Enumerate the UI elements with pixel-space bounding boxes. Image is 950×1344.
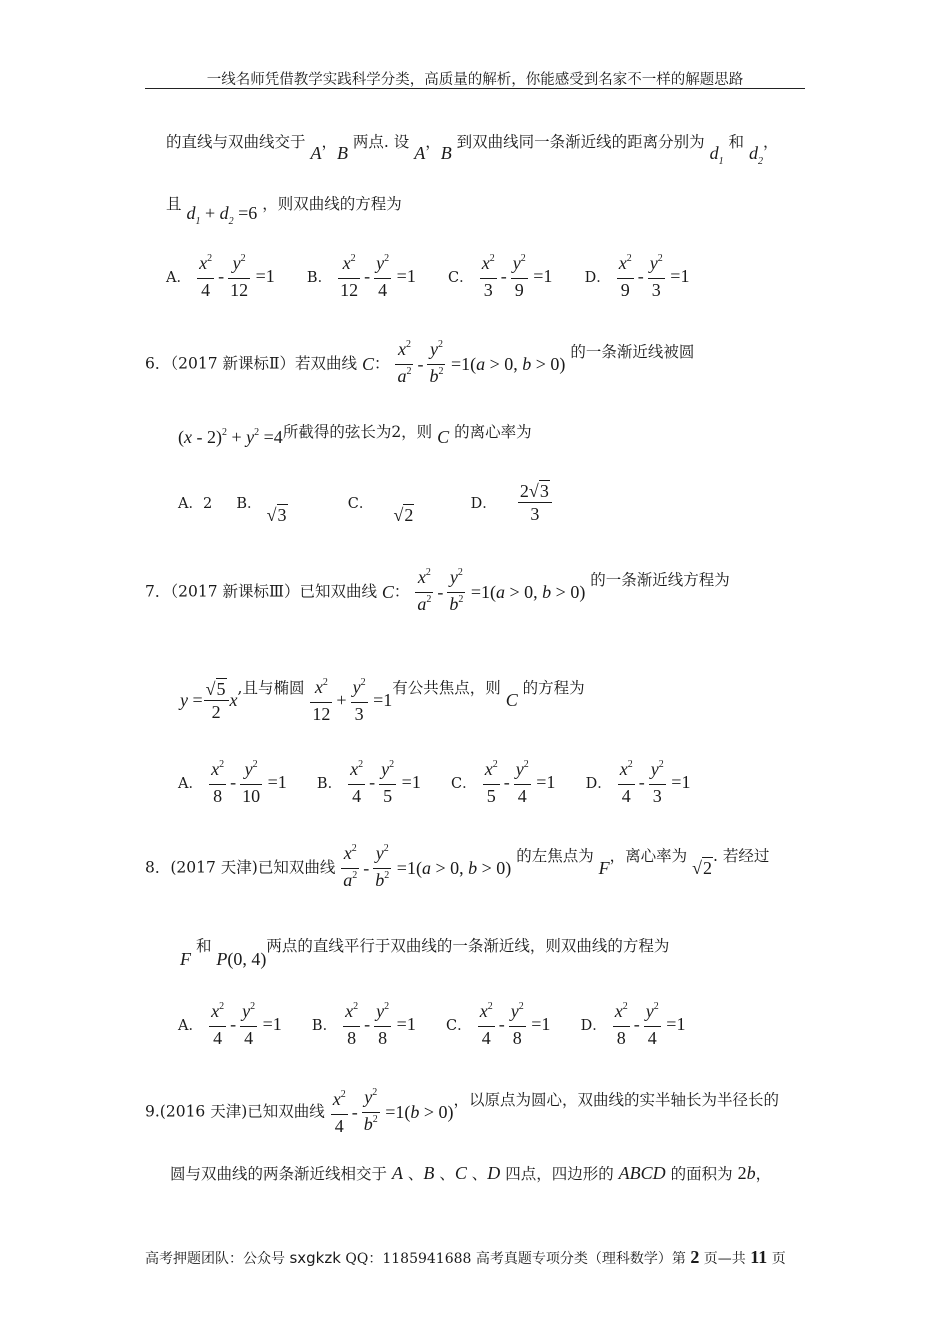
footer-team: 高考押题团队：公众号 — [145, 1251, 285, 1267]
footer-qq: 1185941688 — [382, 1251, 472, 1267]
q6-text: 的离心率为 — [454, 423, 532, 441]
q7-text: 有公共焦点，则 — [392, 678, 501, 697]
q9-text: 四点，四边形的 — [505, 1165, 614, 1183]
q5-options — [166, 252, 689, 301]
q9-source: (2016 天津) — [159, 1102, 248, 1121]
q7-number: 7． — [145, 582, 171, 601]
q5-option-b[interactable]: B． $\frac{x^2}{12}$ - $\frac{y^2}{4}$ =1 — [306, 253, 416, 300]
q7-option-d[interactable]: D． $\frac{x^2}{4}$ - $\frac{y^2}{3}$ =1 — [585, 759, 691, 806]
q7-line-1: 7．（2017 新课标Ⅲ）已知双曲线 C： $\frac{x^2}{a^2}$ - $\frac{y^2}{b^2}$ =1(a > 0, b > 0) 的一条渐近线方程为 — [145, 567, 730, 614]
q9-line-1: 9.(2016 天津)已知双曲线 $\frac{x^2}{4}$ - $\frac{y^2}{b^2}$ =1(b > 0)，以原点为圆心，双曲线的实半轴长为半径长的 — [145, 1087, 780, 1136]
q9-line-2: 圆与双曲线的两条渐近线相交于 A 、B 、C 、D 四点，四边形的 ABCD 的面积为 2b， — [170, 1163, 772, 1183]
q7-option-c[interactable]: C． $\frac{x^2}{5}$ - $\frac{y^2}{4}$ =1 — [451, 759, 556, 806]
q5-text: 和 — [728, 133, 745, 151]
q6-option-c[interactable]: C． √2 — [347, 496, 414, 525]
page-header: 一线名师凭借教学实践科学分类，高质量的解析，你能感受到名家不一样的解题思路 — [206, 72, 744, 88]
q6-text: 若双曲线 — [295, 354, 358, 373]
q8-number: 8． — [145, 858, 171, 877]
q5-text: 且 — [166, 195, 182, 213]
q6-line-1: 6．（2017 新课标Ⅱ）若双曲线 C： $\frac{x^2}{a^2}$ - $\frac{y^2}{b^2}$ =1(a > 0, b > 0) 的一条渐近线被圆 — [145, 339, 695, 386]
footer-end: 页 — [771, 1251, 786, 1267]
q7-line-2: y = $\frac{√5}{2}$ x,且与椭圆 $\frac{x^2}{12}$ + $\frac{y^2}{3}$ =1有公共焦点，则 C 的方程为 — [180, 677, 585, 724]
q8-option-c[interactable]: C． $\frac{x^2}{4}$ - $\frac{y^2}{8}$ =1 — [446, 1001, 551, 1048]
q6-option-d[interactable]: D． $\frac{2√3}{3}$ — [471, 492, 553, 511]
q9-text: 已知双曲线 — [247, 1102, 325, 1121]
q8-option-b[interactable]: B． $\frac{x^2}{8}$ - $\frac{y^2}{8}$ =1 — [311, 1001, 416, 1048]
q7-text: 已知双曲线 — [299, 582, 377, 601]
q5-text: ，则双曲线的方程为 — [262, 195, 402, 213]
footer-title: 高考真题专项分类（理科数学）第 — [475, 1251, 686, 1267]
q8-text: 和 — [195, 937, 212, 955]
footer-mid: 页—共 — [703, 1251, 746, 1267]
page-footer — [145, 1247, 786, 1268]
q8-text: . 若经过 — [713, 846, 770, 865]
q7-option-a[interactable]: A． $\frac{x^2}{8}$ - $\frac{y^2}{10}$ =1 — [178, 759, 287, 806]
q8-text: 已知双曲线 — [257, 858, 336, 877]
q8-text: ，离心率为 — [609, 846, 688, 865]
q8-option-d[interactable]: D． $\frac{x^2}{8}$ - $\frac{y^2}{4}$ =1 — [580, 1001, 686, 1048]
footer-account: sxgkzk — [289, 1249, 341, 1267]
q9-text: 的面积为 — [670, 1165, 733, 1183]
q5-option-a[interactable]: A． $\frac{x^2}{4}$ - $\frac{y^2}{12}$ =1 — [166, 253, 275, 300]
q5-option-d[interactable]: D． $\frac{x^2}{9}$ - $\frac{y^2}{3}$ =1 — [584, 253, 690, 300]
q8-options — [178, 1000, 685, 1049]
q8-option-a[interactable]: A． $\frac{x^2}{4}$ - $\frac{y^2}{4}$ =1 — [178, 1001, 282, 1048]
q7-options — [178, 758, 690, 807]
q6-option-b[interactable]: B． √3 — [236, 496, 287, 525]
q6-source: （2017 新课标Ⅱ） — [170, 354, 296, 373]
q7-option-b[interactable]: B． $\frac{x^2}{4}$ - $\frac{y^2}{5}$ =1 — [316, 759, 421, 806]
footer-total: 11 — [750, 1247, 768, 1267]
q7-text: 的一条渐近线方程为 — [590, 570, 730, 589]
q7-text: ,且与椭圆 — [237, 678, 305, 697]
q6-option-a[interactable]: A．2 — [178, 496, 213, 512]
q5-text: 两点. 设 — [352, 133, 410, 151]
q8-text: 两点的直线平行于双曲线的一条渐近线，则双曲线的方程为 — [266, 937, 670, 955]
q8-line-1: 8．(2017 天津)已知双曲线 $\frac{x^2}{a^2}$ - $\frac{y^2}{b^2}$ =1(a > 0, b > 0) 的左焦点为 F，离心率为 √2. 若经过 — [145, 843, 770, 890]
q6-text: 所截得的弦长为2，则 — [282, 423, 433, 441]
q9-text: ， — [755, 1165, 772, 1183]
footer-qq-label: QQ： — [345, 1251, 383, 1267]
footer-page: 2 — [690, 1247, 700, 1267]
q5-text: 到双曲线同一条渐近线的距离分别为 — [456, 133, 705, 151]
q9-number: 9. — [145, 1102, 160, 1121]
q8-line-2: F 和 P(0, 4)两点的直线平行于双曲线的一条渐近线，则双曲线的方程为 — [180, 937, 670, 969]
q5-line-1: 的直线与双曲线交于 A，B 两点. 设 A，B 到双曲线同一条渐近线的距离分别为 $d_1$ 和 $d_2$， — [166, 133, 779, 167]
q5-option-c[interactable]: C． $\frac{x^2}{3}$ - $\frac{y^2}{9}$ =1 — [448, 253, 553, 300]
q9-text: ，以原点为圆心，双曲线的实半轴长为半径长的 — [453, 1090, 780, 1109]
q8-text: 的左焦点为 — [516, 846, 594, 865]
q6-options — [178, 480, 553, 525]
q6-text: 的一条渐近线被圆 — [570, 342, 695, 361]
header-rule — [145, 88, 805, 89]
q8-source: (2017 天津) — [170, 858, 258, 877]
q9-text: 圆与双曲线的两条渐近线相交于 — [170, 1165, 388, 1183]
q7-source: （2017 新课标Ⅲ） — [170, 582, 300, 601]
q6-number: 6． — [145, 354, 171, 373]
q6-line-2: $(x - 2)^2 + y^2 =4$所截得的弦长为2，则 C 的离心率为 — [178, 423, 532, 447]
q5-text: 的直线与双曲线交于 — [166, 133, 306, 151]
q5-line-2: 且 $d_1 + d_2 =6$ ，则双曲线的方程为 — [166, 195, 402, 227]
q7-text: 的方程为 — [522, 678, 585, 697]
